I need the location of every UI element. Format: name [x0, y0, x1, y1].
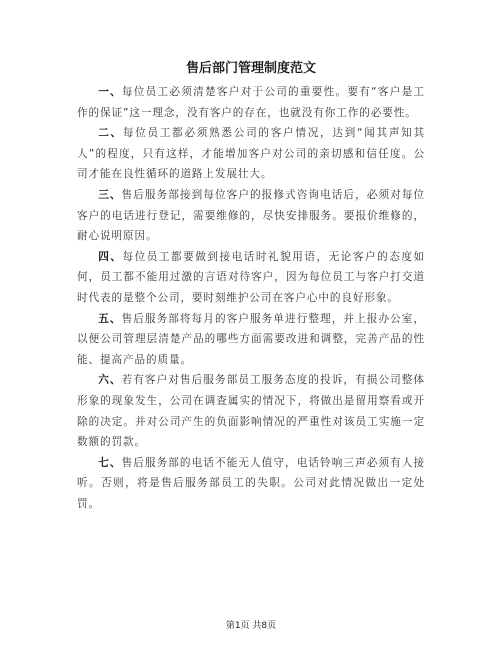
paragraph-3 — [77, 185, 425, 247]
document-title: 售后部门管理制度范文 — [185, 61, 316, 76]
page-footer: 第1页 共8页 — [225, 621, 277, 631]
paragraph-number: 五、 — [98, 312, 122, 325]
paragraph-5 — [77, 309, 425, 371]
paragraph-1 — [77, 82, 425, 123]
paragraph-text: 售后服务部的电话不能无人值守，电话铃响三声必须有人接听。否则，将是售后服务部员工的失职。公司对此情况做出一定处罚。 — [77, 456, 425, 510]
paragraph-text: 每位员工都必须熟悉公司的客户情况，达到“闻其声知其人”的程度，只有这样，才能增加客户对公司的亲切感和信任度。公司才能在良性循环的道路上发展壮大。 — [77, 127, 425, 181]
paragraph-number: 七、 — [98, 456, 122, 469]
paragraph-text: 每位员工必须清楚客户对于公司的重要性。要有“客户是工作的保证”这一理念，没有客户的存在，也就没有你工作的必要性。 — [77, 86, 425, 119]
paragraph-number: 四、 — [98, 250, 123, 263]
paragraph-number: 二、 — [98, 127, 123, 140]
paragraph-6 — [77, 370, 425, 452]
paragraph-number: 六、 — [98, 374, 122, 387]
paragraph-7 — [77, 453, 425, 515]
paragraph-4 — [77, 247, 425, 309]
paragraph-text: 若有客户对售后服务部员工服务态度的投诉，有损公司整体形象的现象发生，公司在调查属实的情况下，将做出是留用察看或开除的决定。并对公司产生的负面影响情况的严重性对该员工实施一定数额的罚款。 — [77, 374, 425, 449]
paragraph-number: 一、 — [98, 86, 122, 98]
paragraph-number: 三、 — [98, 188, 122, 201]
paragraph-text: 售后服务部接到每位客户的报修式咨询电话后，必须对每位客户的电话进行登记，需要维修的，尽快安排服务。要报价维修的，耐心说明原因。 — [77, 188, 425, 243]
paragraph-text: 售后服务部将每月的客户服务单进行整理，并上报办公室，以便公司管理层清楚产品的哪些方面需要改进和调整，完善产品的性能、提高产品的质量。 — [77, 312, 425, 366]
paragraph-text: 每位员工都要做到接电话时礼貌用语，无论客户的态度如何，员工都不能用过激的言语对待客户，因为每位员工与客户打交道时代表的是整个公司，要时刻维护公司在客户心中的良好形象。 — [77, 250, 425, 304]
document-body — [77, 82, 425, 514]
paragraph-2 — [77, 123, 425, 185]
